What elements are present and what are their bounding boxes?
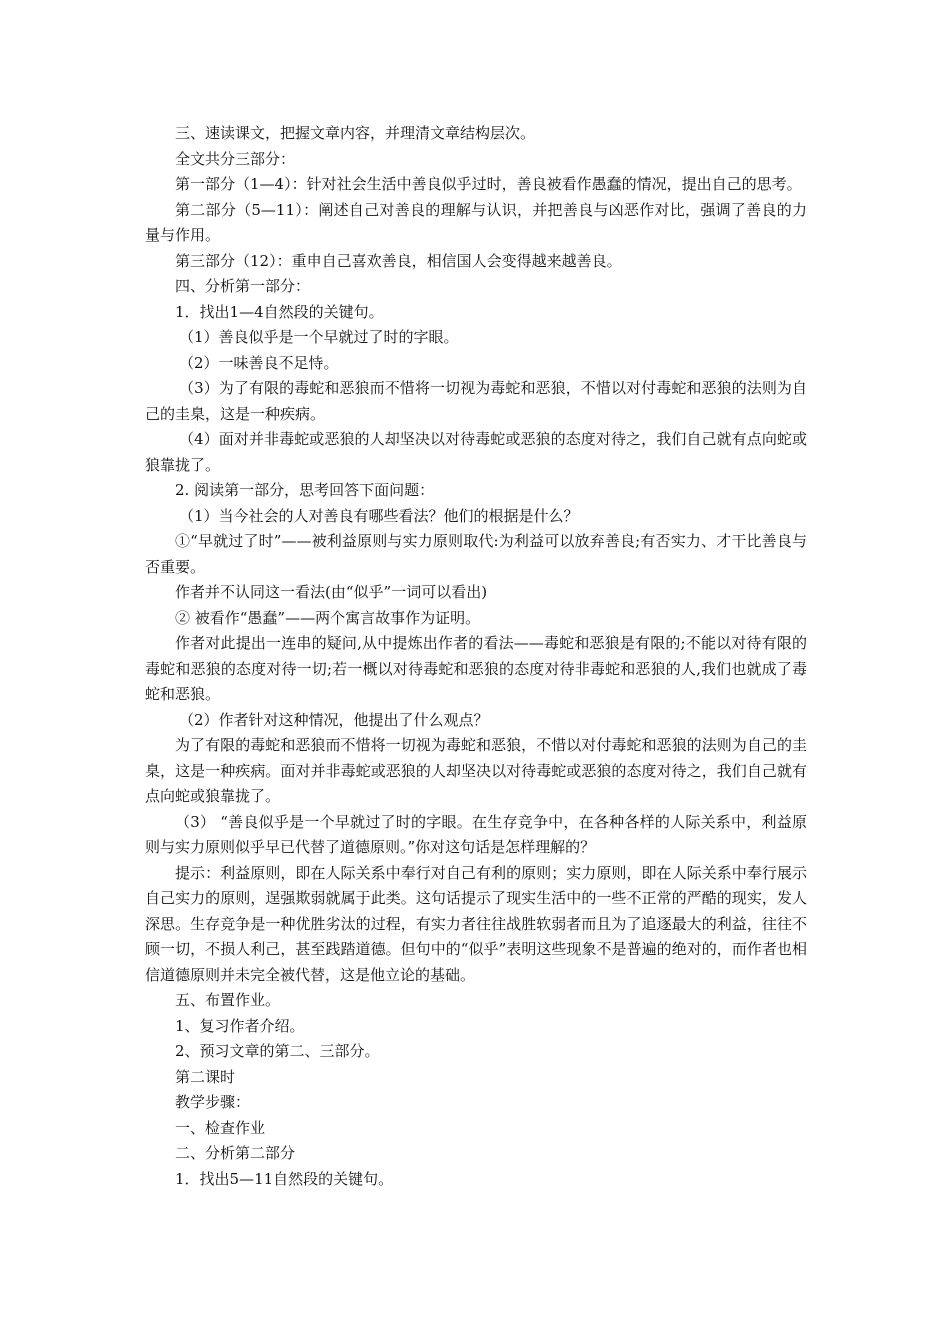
list-item: 2. 阅读第一部分，思考回答下面问题： [175,481,435,499]
list-item: 1．找出5—11自然段的关键句。 [175,1169,394,1188]
paragraph: 作者对此提出一连串的疑问,从中提炼出作者的看法——毒蛇和恶狼是有限的;不能以对待有限的毒蛇和恶狼的态度对待一切;若一概以对待毒蛇和恶狼的态度对待非毒蛇和恶狼的人,我们也就成了毒蛇和恶狼。 [145,634,807,703]
list-item: （3）为了有限的毒蛇和恶狼而不惜将一切视为毒蛇和恶狼，不惜以对付毒蛇和恶狼的法则为自己的圭臬，这是一种疾病。 [145,379,807,423]
list-item: （2）一味善良不足恃。 [179,353,339,372]
lesson-heading: 第二课时 [175,1067,236,1086]
section-heading-1: 一、检查作业 [175,1118,266,1137]
paragraph: 为了有限的毒蛇和恶狼而不惜将一切视为毒蛇和恶狼，不惜以对付毒蛇和恶狼的法则为自己的圭臬，这是一种疾病。面对并非毒蛇或恶狼的人却坚决以对待毒蛇或恶狼的态度对待之，我们自己就有点向蛇或狼靠拢了。 [145,736,807,805]
document-body [145,121,807,1192]
question: （2）作者针对这种情况，他提出了什么观点？ [179,710,489,729]
list-item: （4）面对并非毒蛇或恶狼的人却坚决以对待毒蛇或恶狼的态度对待之，我们自己就有点向蛇或狼靠拢了。 [145,430,807,474]
paragraph: 提示：利益原则，即在人际关系中奉行对自己有利的原则；实力原则，即在人际关系中奉行展示自己实力的原则，逞强欺弱就属于此类。这句话提示了现实生活中的一些不正常的严酷的现实，发人深思。生存竞争是一种优胜劣汰的过程，有实力者往往战胜软弱者而且为了追逐最大的利益，往往不顾一切，不损人利己，甚至践踏道德。但句中的“似乎”表明这些现象不是普遍的绝对的，而作者也相信道德原则并未完全被代替，这是他立论的基础。 [145,863,807,984]
paragraph: ①“早就过了时”——被利益原则与实力原则取代:为利益可以放弃善良;有否实力、才干比善良与否重要。 [145,532,807,576]
list-item: 2、预习文章的第二、三部分。 [175,1042,380,1060]
paragraph: 第三部分（12）：重申自己喜欢善良，相信国人会变得越来越善良。 [175,251,622,270]
paragraph: 全文共分三部分： [175,149,296,168]
list-item: 1、复习作者介绍。 [175,1016,305,1035]
section-heading-4: 四、分析第一部分： [175,277,311,295]
paragraph: 第一部分（1—4）：针对社会生活中善良似乎过时，善良被看作愚蠢的情况，提出自己的思考。 [175,175,802,193]
question: （3） “善良似乎是一个早就过了时的字眼。在生存竞争中，在各种各样的人际关系中，利益原则与实力原则似乎早已代替了道德原则。”你对这句话是怎样理解的？ [145,812,807,856]
section-heading-5: 五、布置作业。 [175,991,281,1009]
section-heading-3: 三、速读课文，把握文章内容，并理清文章结构层次。 [175,124,536,142]
paragraph: 第二部分（5—11）：阐述自己对善良的理解与认识，并把善良与凶恶作对比，强调了善良的力量与作用。 [145,200,807,244]
list-item: 1．找出1—4自然段的关键句。 [175,302,384,321]
section-heading-2: 二、分析第二部分 [175,1144,296,1162]
paragraph: 作者并不认同这一看法(由“似乎”一词可以看出) [175,583,488,601]
paragraph: ② 被看作“愚蠢”——两个寓言故事作为证明。 [175,608,481,627]
list-item: （1）善良似乎是一个早就过了时的字眼。 [179,328,459,346]
question: （1）当今社会的人对善良有哪些看法？他们的根据是什么？ [179,506,579,525]
paragraph: 教学步骤： [175,1093,251,1111]
